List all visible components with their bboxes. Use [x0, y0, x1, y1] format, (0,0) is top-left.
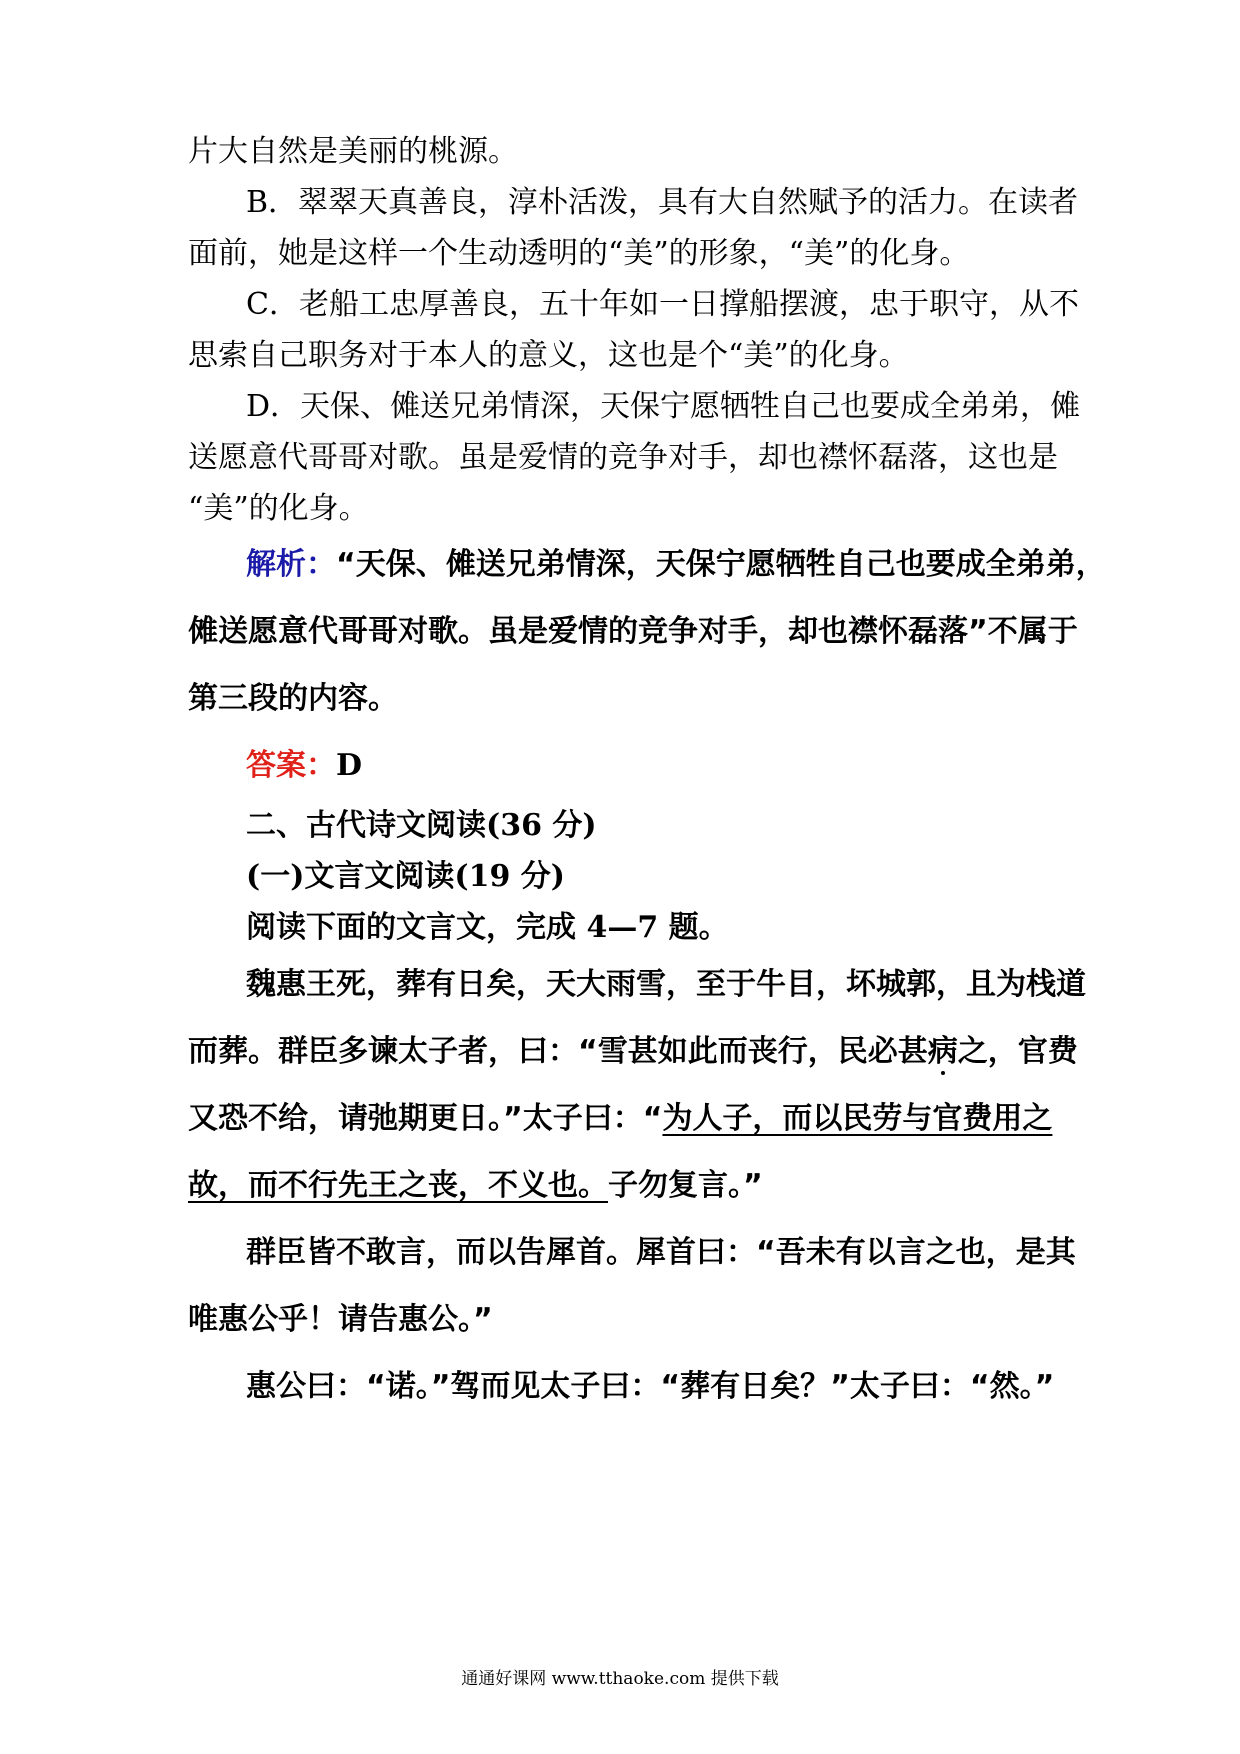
analysis-line-1: [246, 545, 1106, 585]
page-footer: 通通好课网 www.tthaoke.com 提供下载: [461, 1669, 779, 1689]
option-c-line-1: C．老船工忠厚善良，五十年如一日撑船摆渡，忠于职守，从不: [246, 287, 1079, 322]
analysis-label: 解析：: [246, 547, 336, 582]
passage-p3-line-1: 惠公曰：“诺。”驾而见太子曰：“葬有日矣？”太子曰：“然。”: [246, 1369, 1055, 1404]
passage-p1-line-4: [188, 1166, 763, 1206]
section-heading: 二、古代诗文阅读(36 分): [246, 808, 597, 843]
passage-p1-line-2: [188, 1032, 1078, 1072]
option-d-line-1: D．天保、傩送兄弟情深，天保宁愿牺牲自己也要成全弟弟，傩: [246, 389, 1081, 424]
passage-p1-line-1: 魏惠王死，葬有日矣，天大雨雪，至于牛目，坏城郭，且为栈道: [246, 967, 1086, 1002]
answer-label: 答案：: [246, 748, 336, 783]
answer-value: D: [336, 748, 363, 783]
option-a-tail: 片大自然是美丽的桃源。: [188, 134, 518, 169]
answer-line: [246, 746, 362, 786]
section-instruction: 阅读下面的文言文，完成 4—7 题。: [246, 910, 729, 945]
emphasis-dot-char: 病: [927, 1034, 958, 1069]
passage-p2-line-1: 群臣皆不敢言，而以告犀首。犀首曰：“吾未有以言之也，是其: [246, 1235, 1076, 1270]
option-d-line-2: 送愿意代哥哥对歌。虽是爱情的竞争对手，却也襟怀磊落，这也是: [188, 440, 1058, 475]
section-subheading: (一)文言文阅读(19 分): [246, 859, 565, 894]
analysis-line-2: 傩送愿意代哥哥对歌。虽是爱情的竞争对手，却也襟怀磊落”不属于: [188, 614, 1078, 649]
passage-p2-line-2: 唯惠公乎！请告惠公。”: [188, 1302, 493, 1337]
option-c-line-2: 思索自己职务对于本人的意义，这也是个“美”的化身。: [188, 338, 909, 373]
underlined-sentence-part-1: 为人子，而以民劳与官费用之: [662, 1101, 1053, 1136]
option-d-line-3: “美”的化身。: [188, 491, 369, 526]
passage-p1-line-2-b: 之，官费: [957, 1034, 1078, 1069]
passage-p1-line-4-b: 子勿复言。”: [608, 1168, 763, 1203]
passage-p1-line-2-a: 而葬。群臣多谏太子者，曰：“雪甚如此而丧行，民必甚: [188, 1034, 928, 1069]
underlined-sentence-part-2: 故，而不行先王之丧，不义也。: [188, 1168, 608, 1203]
passage-p1-line-3-a: 又恐不给，请弛期更日。”太子曰：“: [188, 1101, 663, 1136]
option-b-line-2: 面前，她是这样一个生动透明的“美”的形象，“美”的化身。: [188, 236, 970, 271]
analysis-text-1: “天保、傩送兄弟情深，天保宁愿牺牲自己也要成全弟弟，: [336, 547, 1106, 582]
analysis-line-3: 第三段的内容。: [188, 681, 398, 716]
passage-p1-line-3: [188, 1099, 1052, 1139]
option-b-line-1: B．翠翠天真善良，淳朴活泼，具有大自然赋予的活力。在读者: [246, 185, 1079, 220]
